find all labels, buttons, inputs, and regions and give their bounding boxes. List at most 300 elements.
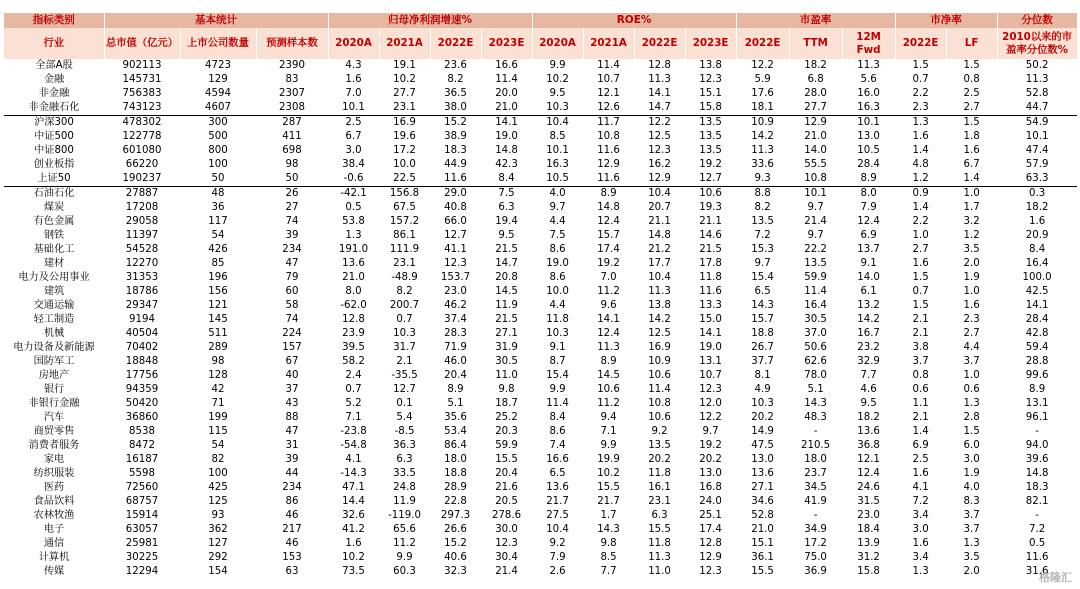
table-row: [4, 439, 1077, 453]
table-cell: 12.9: [699, 552, 722, 563]
table-cell: 0.7: [912, 74, 929, 85]
column-header: 总市值（亿元）: [104, 28, 180, 59]
row-label: 电力及公用事业: [18, 272, 90, 283]
table-cell: 34.5: [804, 482, 827, 493]
table-cell: 39.5: [342, 342, 365, 353]
table-cell: 4.8: [912, 159, 929, 170]
table-cell: 11.3: [648, 74, 671, 85]
table-cell: 14.0: [857, 272, 880, 283]
table-cell: 1.3: [912, 117, 929, 128]
table-cell: 14.3: [751, 300, 774, 311]
table-cell: 44.7: [997, 101, 1077, 116]
table-cell: 15.8: [857, 566, 880, 577]
table-cell: 18.4: [857, 524, 880, 535]
table-cell: 30.5: [495, 356, 518, 367]
table-cell: 12.3: [699, 74, 722, 85]
table-cell: 3.0: [345, 145, 362, 156]
table-cell: 13.1: [699, 356, 722, 367]
table-row: [4, 73, 1077, 87]
table-cell: 15.4: [546, 370, 569, 381]
table-cell: 98: [211, 356, 225, 367]
table-cell: 74: [285, 216, 299, 227]
table-cell: 23.0: [857, 510, 880, 521]
table-cell: 16.6: [495, 60, 518, 71]
table-cell: 1.3: [912, 566, 929, 577]
table-cell: 27.1: [751, 482, 774, 493]
table-cell: 9.6: [600, 300, 617, 311]
table-cell: 31: [285, 440, 299, 451]
table-cell: 20.9: [1025, 230, 1049, 241]
table-cell: 75.0: [804, 552, 827, 563]
table-cell: 11.0: [648, 566, 671, 577]
table-cell: 11.6: [699, 286, 722, 297]
table-cell: 292: [208, 552, 228, 563]
table-cell: 1.4: [912, 426, 929, 437]
table-cell: 217: [282, 524, 302, 535]
table-cell: 2.5: [345, 117, 362, 128]
table-cell: -48.9: [391, 272, 418, 283]
table-cell: 12.8: [342, 314, 365, 325]
table-cell: 30.0: [495, 524, 518, 535]
table-cell: 20.2: [699, 454, 722, 465]
table-cell: 278.6: [491, 510, 522, 521]
table-cell: 13.9: [857, 538, 880, 549]
table-cell: 42.5: [1025, 286, 1049, 297]
table-cell: 32.3: [444, 566, 467, 577]
table-cell: 41.1: [444, 244, 467, 255]
table-cell: 289: [208, 342, 228, 353]
table-cell: 10.0: [393, 159, 416, 170]
table-cell: -62.0: [340, 300, 367, 311]
table-cell: 1.6: [912, 538, 929, 549]
table-cell: 11.4: [546, 398, 569, 409]
table-cell: 18.3: [1025, 482, 1049, 493]
table-cell: 1.6: [1028, 216, 1046, 227]
table-cell: 23.2: [857, 342, 880, 353]
table-cell: 21.0: [342, 272, 365, 283]
row-label: 金融: [43, 74, 65, 85]
table-cell: 63: [285, 566, 299, 577]
table-cell: 20.2: [648, 454, 671, 465]
table-cell: 94359: [125, 384, 159, 395]
table-cell: 29.0: [444, 188, 467, 199]
table-cell: 9.2: [651, 426, 668, 437]
table-cell: 27.5: [546, 510, 569, 521]
table-row: [4, 144, 1077, 158]
table-cell: 12.5: [648, 131, 671, 142]
table-cell: 15.4: [751, 272, 774, 283]
table-cell: 86.1: [393, 230, 416, 241]
table-cell: 2390: [279, 60, 305, 71]
table-cell: 33.6: [751, 159, 774, 170]
table-cell: 1.9: [963, 468, 980, 479]
table-cell: 46.0: [444, 356, 467, 367]
table-cell: 14.9: [751, 426, 774, 437]
table-cell: 26.7: [751, 342, 774, 353]
table-cell: 14.8: [597, 202, 620, 213]
column-header: 2021A: [379, 28, 430, 59]
table-cell: 39.6: [1025, 454, 1049, 465]
table-cell: 10.2: [393, 74, 416, 85]
table-cell: 3.0: [912, 524, 929, 535]
table-cell: 12.4: [597, 328, 620, 339]
table-cell: 4.4: [963, 342, 980, 353]
table-row: [4, 565, 1077, 579]
table-cell: 71: [211, 398, 225, 409]
table-cell: 20.4: [444, 370, 467, 381]
table-cell: 19.1: [393, 60, 416, 71]
table-cell: 12.7: [393, 384, 416, 395]
table-cell: 18786: [125, 286, 159, 297]
table-cell: 5.1: [807, 384, 824, 395]
table-cell: 16.4: [1025, 258, 1049, 269]
table-cell: 15.7: [751, 314, 774, 325]
table-cell: 9.5: [860, 398, 877, 409]
table-cell: 27.1: [495, 328, 518, 339]
table-cell: 23.1: [648, 496, 671, 507]
row-label: 石油石化: [33, 188, 75, 199]
table-cell: 2.2: [912, 216, 929, 227]
table-cell: 16187: [125, 454, 159, 465]
table-cell: 17208: [125, 202, 159, 213]
table-cell: 16.9: [393, 117, 416, 128]
table-cell: 800: [208, 145, 228, 156]
table-cell: 2.1: [396, 356, 413, 367]
table-cell: 0.3: [1028, 188, 1046, 199]
row-label: 创业板指: [33, 159, 75, 170]
table-body: [4, 13, 1077, 579]
table-cell: 16.4: [804, 300, 827, 311]
table-cell: 19.3: [699, 202, 722, 213]
table-cell: 12.9: [597, 159, 620, 170]
table-cell: 8.6: [549, 244, 566, 255]
table-cell: 3.2: [963, 216, 980, 227]
table-cell: 12.3: [699, 384, 722, 395]
table-cell: 10.6: [648, 370, 671, 381]
table-cell: 3.0: [963, 454, 980, 465]
table-cell: 2.2: [912, 88, 929, 99]
table-cell: 19.2: [699, 159, 722, 170]
table-cell: 12.3: [648, 145, 671, 156]
table-cell: 743123: [104, 101, 180, 116]
table-cell: 7.7: [860, 370, 877, 381]
table-cell: 1.5: [963, 426, 980, 437]
table-cell: 8538: [129, 426, 155, 437]
table-cell: 0.8: [963, 74, 980, 85]
table-cell: 16.3: [842, 101, 895, 116]
row-label: 中证500: [34, 131, 74, 142]
table-cell: 58.2: [342, 356, 365, 367]
table-cell: 156: [208, 286, 228, 297]
table-cell: 3.7: [912, 356, 929, 367]
table-cell: 99.6: [1025, 370, 1049, 381]
table-cell: 902113: [122, 60, 162, 71]
table-cell: 6.5: [549, 468, 566, 479]
column-header: 12M Fwd: [842, 28, 895, 59]
table-cell: 10.8: [789, 172, 842, 187]
column-header: 上市公司数量: [180, 28, 256, 59]
table-cell: 7.9: [549, 552, 566, 563]
table-cell: 12.1: [857, 454, 880, 465]
table-cell: 7.0: [600, 272, 617, 283]
column-header: 2021A: [583, 28, 634, 59]
table-cell: 60.3: [393, 566, 416, 577]
table-cell: 11.6: [1025, 552, 1049, 563]
table-cell: 10.7: [597, 74, 620, 85]
table-cell: 12.0: [699, 398, 722, 409]
table-cell: 17.2: [393, 145, 416, 156]
table-cell: 47: [285, 426, 299, 437]
table-cell: 7.0: [345, 88, 362, 99]
table-cell: -23.8: [340, 426, 367, 437]
table-cell: 28.3: [444, 328, 467, 339]
table-cell: 70402: [125, 342, 159, 353]
watermark: 格隆汇: [1039, 571, 1072, 584]
table-cell: 100: [208, 468, 228, 479]
row-label: 非金融: [38, 88, 70, 99]
table-cell: 25.2: [495, 412, 518, 423]
table-cell: 26.6: [444, 524, 467, 535]
header-group-cell: 市净率: [895, 13, 997, 28]
table-cell: 14.8: [1025, 468, 1049, 479]
table-cell: 14.2: [751, 131, 774, 142]
table-cell: 94.0: [1025, 440, 1049, 451]
table-cell: 18.0: [444, 454, 467, 465]
table-cell: 41.9: [804, 496, 827, 507]
table-cell: 12.3: [699, 566, 722, 577]
table-cell: 25981: [125, 538, 159, 549]
table-cell: 85: [211, 258, 225, 269]
table-cell: 9.8: [498, 384, 515, 395]
table-cell: 300: [208, 117, 228, 128]
table-cell: 2.5: [912, 454, 929, 465]
table-cell: 8.9: [1028, 384, 1046, 395]
table-cell: 6.9: [860, 230, 877, 241]
table-cell: 9.7: [807, 230, 824, 241]
table-cell: 1.2: [963, 230, 980, 241]
column-header: 2023E: [481, 28, 532, 59]
table-cell: 200.7: [389, 300, 420, 311]
table-cell: 2.0: [963, 258, 980, 269]
table-cell: 27.7: [393, 88, 416, 99]
table-cell: 12.3: [444, 258, 467, 269]
table-cell: 10.4: [546, 524, 569, 535]
table-cell: 17.2: [804, 538, 827, 549]
table-cell: 27887: [125, 188, 159, 199]
table-cell: 12.8: [648, 60, 671, 71]
column-header: 2022E: [430, 28, 481, 59]
table-cell: -8.5: [394, 426, 415, 437]
column-header: 行业: [4, 28, 104, 59]
table-cell: 121: [208, 300, 228, 311]
table-cell: 26: [285, 188, 299, 199]
table-cell: 36: [211, 202, 225, 213]
table-cell: 31.2: [857, 552, 880, 563]
table-cell: 19.0: [546, 258, 569, 269]
table-cell: 426: [208, 244, 228, 255]
table-cell: 54.9: [1025, 117, 1049, 128]
table-cell: 86.4: [444, 440, 467, 451]
table-cell: 30.5: [804, 314, 827, 325]
table-cell: 23.6: [444, 60, 467, 71]
row-label: 沪深300: [34, 117, 74, 128]
table-cell: 9.1: [549, 342, 566, 353]
table-cell: 1.6: [912, 258, 929, 269]
table-cell: 12.4: [597, 216, 620, 227]
table-cell: 4723: [205, 60, 231, 71]
table-cell: 16.1: [648, 482, 671, 493]
table-cell: 10.2: [342, 552, 365, 563]
table-cell: 32.6: [342, 510, 365, 521]
table-cell: 82.1: [1025, 496, 1049, 507]
table-cell: 18.2: [857, 412, 880, 423]
table-cell: 54528: [125, 244, 159, 255]
table-cell: 14.1: [699, 328, 722, 339]
table-cell: 1.3: [963, 538, 980, 549]
table-row: [4, 523, 1077, 537]
table-cell: 0.7: [345, 384, 362, 395]
table-cell: 100.0: [1022, 272, 1052, 283]
table-cell: 21.5: [495, 244, 518, 255]
row-label: 食品饮料: [33, 496, 75, 507]
table-cell: 9.5: [549, 88, 566, 99]
table-cell: 21.5: [495, 314, 518, 325]
table-cell: 27: [285, 202, 299, 213]
row-label: 建材: [43, 258, 65, 269]
table-cell: 67: [285, 356, 299, 367]
table-cell: 4.1: [345, 454, 362, 465]
row-label: 电力设备及新能源: [13, 342, 95, 353]
table-cell: -: [813, 510, 818, 521]
table-row: [4, 158, 1077, 172]
table-cell: 50420: [125, 398, 159, 409]
table-cell: 19.2: [597, 258, 620, 269]
row-label: 全部A股: [35, 60, 73, 71]
table-cell: 2.5: [963, 88, 980, 99]
table-cell: 24.0: [699, 496, 722, 507]
table-cell: 6.1: [860, 286, 877, 297]
table-cell: 34.9: [804, 524, 827, 535]
table-cell: 2307: [279, 88, 305, 99]
table-cell: 27.7: [789, 101, 842, 116]
table-row: [4, 299, 1077, 313]
table-cell: 31.9: [495, 342, 518, 353]
table-cell: 20.0: [495, 88, 518, 99]
table-row: [4, 116, 1077, 131]
table-cell: 79: [285, 272, 299, 283]
table-cell: 14.6: [699, 230, 722, 241]
table-cell: 0.7: [396, 314, 413, 325]
table-cell: 40504: [125, 328, 159, 339]
table-cell: 40: [285, 370, 299, 381]
table-cell: 21.4: [495, 566, 518, 577]
table-cell: 0.6: [963, 384, 980, 395]
table-cell: 57.9: [1025, 159, 1049, 170]
table-cell: 11.3: [648, 552, 671, 563]
table-cell: 8.2: [754, 202, 771, 213]
table-cell: 28.4: [1025, 314, 1049, 325]
table-cell: 8.9: [842, 172, 895, 187]
table-cell: 46.2: [444, 300, 467, 311]
table-cell: 20.7: [648, 202, 671, 213]
table-cell: 0.6: [912, 384, 929, 395]
table-cell: 13.6: [751, 468, 774, 479]
row-label: 煤炭: [43, 202, 65, 213]
column-header: 2010以来的市盈率分位数%: [997, 28, 1077, 59]
table-cell: 16.7: [857, 328, 880, 339]
table-cell: 5.6: [860, 74, 877, 85]
table-cell: 11.6: [597, 145, 620, 156]
table-cell: 10.8: [597, 131, 620, 142]
table-cell: 47.1: [342, 482, 365, 493]
table-cell: 10.6: [648, 412, 671, 423]
table-cell: 9.9: [396, 552, 413, 563]
table-cell: 1.3: [345, 230, 362, 241]
table-cell: 36.5: [444, 88, 467, 99]
table-cell: 9.7: [754, 258, 771, 269]
table-cell: 12.7: [444, 230, 467, 241]
table-cell: 11.4: [495, 74, 518, 85]
table-cell: 9.7: [702, 426, 719, 437]
table-cell: 9.3: [736, 172, 789, 187]
table-cell: 20.5: [495, 496, 518, 507]
table-cell: -0.6: [328, 172, 379, 187]
table-cell: 13.5: [648, 440, 671, 451]
table-cell: 11.6: [430, 172, 481, 187]
table-cell: 11.9: [495, 300, 518, 311]
table-cell: 21.2: [648, 244, 671, 255]
row-label: 非银行金融: [28, 398, 80, 409]
table-cell: 8.5: [600, 552, 617, 563]
table-cell: 234: [282, 482, 302, 493]
table-cell: 43: [285, 398, 299, 409]
table-cell: 96.1: [1025, 412, 1049, 423]
table-cell: 98: [285, 159, 299, 170]
table-row: [4, 495, 1077, 509]
table-cell: 47.5: [751, 440, 774, 451]
table-cell: 13.5: [699, 131, 722, 142]
table-cell: 10.8: [648, 398, 671, 409]
table-cell: 65.6: [393, 524, 416, 535]
table-cell: 2.1: [912, 314, 929, 325]
table-cell: 5.9: [754, 74, 771, 85]
table-cell: 67.5: [393, 202, 416, 213]
table-row: [4, 327, 1077, 341]
table-cell: 7.5: [549, 230, 566, 241]
table-cell: 1.4: [912, 145, 929, 156]
table-cell: 9.5: [498, 230, 515, 241]
row-label: 通信: [43, 538, 65, 549]
table-cell: 12.4: [857, 468, 880, 479]
table-cell: 6.3: [498, 202, 515, 213]
table-cell: 13.3: [699, 300, 722, 311]
table-cell: 13.2: [857, 300, 880, 311]
table-cell: 4.9: [754, 384, 771, 395]
table-cell: 8.2: [396, 286, 413, 297]
table-cell: 46: [285, 538, 299, 549]
table-cell: 10.4: [648, 188, 671, 199]
header-group-row: [4, 13, 1077, 28]
table-cell: 13.1: [1025, 398, 1049, 409]
table-cell: 20.2: [751, 412, 774, 423]
table-cell: 11.8: [699, 272, 722, 283]
table-cell: 234: [282, 244, 302, 255]
table-cell: 18848: [125, 356, 159, 367]
table-cell: 10.3: [393, 328, 416, 339]
table-cell: 10.1: [546, 145, 569, 156]
table-cell: -: [1035, 426, 1039, 437]
table-cell: 12270: [125, 258, 159, 269]
